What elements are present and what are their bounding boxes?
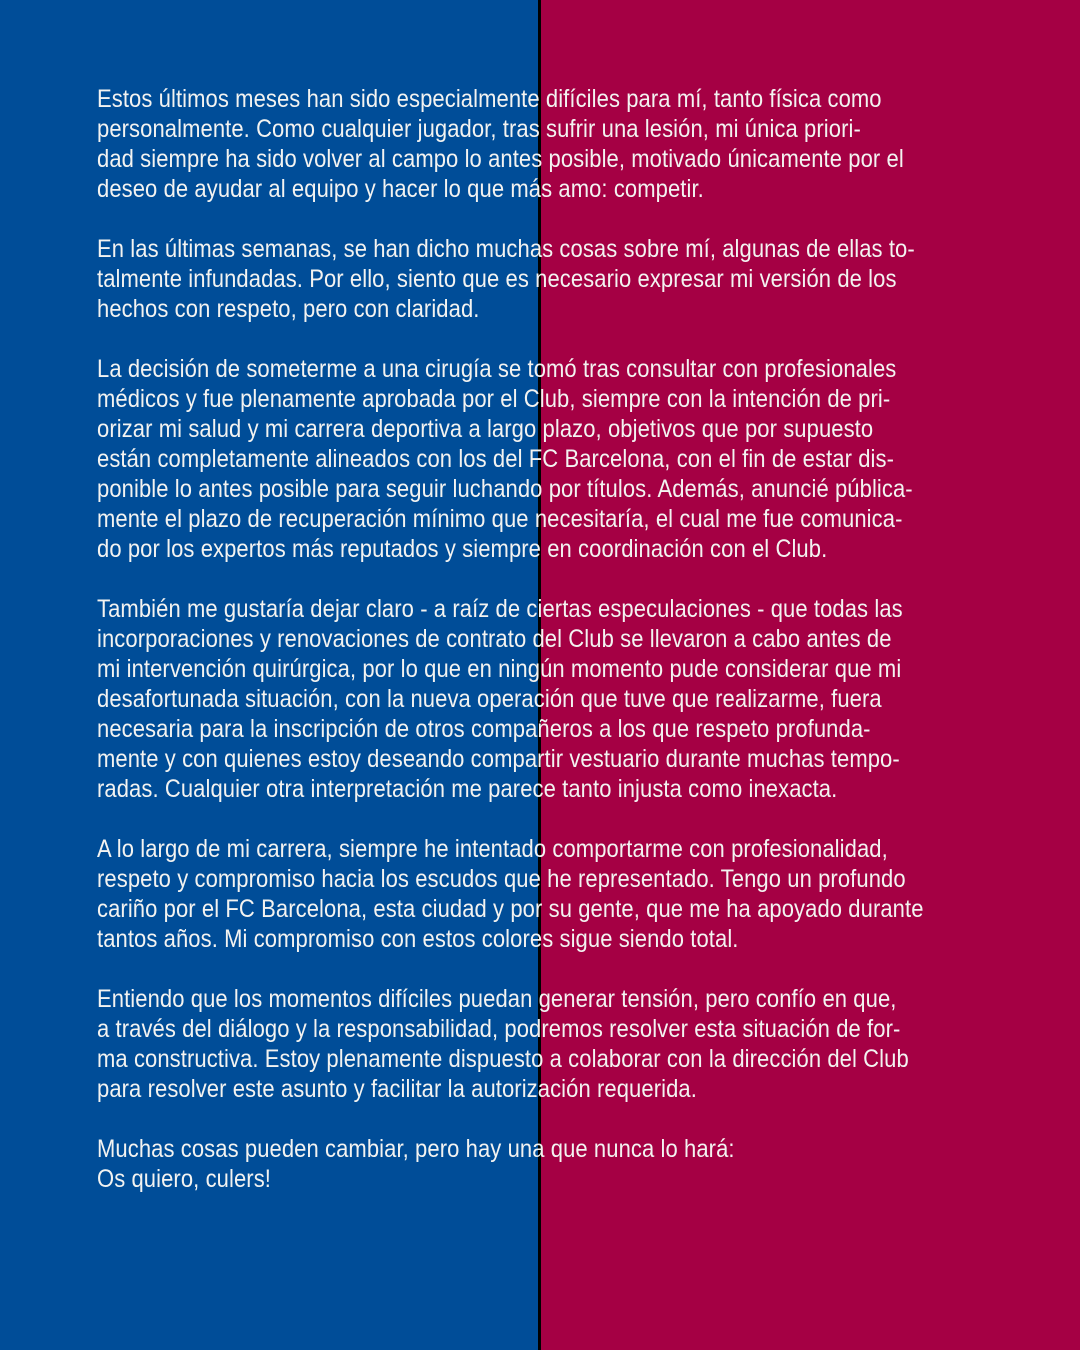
statement-line: desafortunada situación, con la nueva operación que tuve que realizarme, fuera <box>97 685 882 713</box>
statement-line: A lo largo de mi carrera, siempre he intentado comportarme con profesionalidad, <box>97 835 888 863</box>
statement-line: necesaria para la inscripción de otros compañeros a los que respeto profunda- <box>97 715 871 743</box>
statement-paragraph-1 <box>97 84 1030 204</box>
statement-line: ma constructiva. Estoy plenamente dispuesto a colaborar con la dirección del Club <box>97 1045 909 1073</box>
statement-paragraph-3 <box>97 354 1030 564</box>
statement-line: respeto y compromiso hacia los escudos que he representado. Tengo un profundo <box>97 865 906 893</box>
statement-line: cariño por el FC Barcelona, esta ciudad y por su gente, que me ha apoyado durante <box>97 895 924 923</box>
statement-line: deseo de ayudar al equipo y hacer lo que más amo: competir. <box>97 175 704 203</box>
statement-paragraph-4 <box>97 594 1030 804</box>
statement-paragraph-5 <box>97 834 1030 954</box>
statement-line: mente y con quienes estoy deseando compartir vestuario durante muchas tempo- <box>97 745 900 773</box>
statement-line: a través del diálogo y la responsabilidad, podremos resolver esta situación de for- <box>97 1015 901 1043</box>
statement-line: mente el plazo de recuperación mínimo que necesitaría, el cual me fue comunica- <box>97 505 903 533</box>
statement-line: dad siempre ha sido volver al campo lo antes posible, motivado únicamente por el <box>97 145 904 173</box>
statement-paragraph-7 <box>97 1134 1030 1194</box>
statement-line: Estos últimos meses han sido especialmente difíciles para mí, tanto física como <box>97 85 882 113</box>
statement-line: ponible lo antes posible para seguir luchando por títulos. Además, anuncié pública- <box>97 475 913 503</box>
statement-paragraph-6 <box>97 984 1030 1104</box>
statement-line: tantos años. Mi compromiso con estos colores sigue siendo total. <box>97 925 739 953</box>
statement-line: mi intervención quirúrgica, por lo que en ningún momento pude considerar que mi <box>97 655 902 683</box>
statement-line: radas. Cualquier otra interpretación me parece tanto injusta como inexacta. <box>97 775 838 803</box>
statement-line: Muchas cosas pueden cambiar, pero hay una que nunca lo hará: <box>97 1135 735 1163</box>
statement-line: para resolver este asunto y facilitar la autorización requerida. <box>97 1075 697 1103</box>
statement-line: En las últimas semanas, se han dicho muchas cosas sobre mí, algunas de ellas to- <box>97 235 915 263</box>
statement-line: personalmente. Como cualquier jugador, tras sufrir una lesión, mi única priori- <box>97 115 861 143</box>
statement-line: incorporaciones y renovaciones de contrato del Club se llevaron a cabo antes de <box>97 625 892 653</box>
statement-line: médicos y fue plenamente aprobada por el Club, siempre con la intención de pri- <box>97 385 891 413</box>
statement-line: orizar mi salud y mi carrera deportiva a largo plazo, objetivos que por supuesto <box>97 415 874 443</box>
statement-line: La decisión de someterme a una cirugía se tomó tras consultar con profesionales <box>97 355 897 383</box>
statement-line: Os quiero, culers! <box>97 1165 271 1193</box>
statement-line: talmente infundadas. Por ello, siento que es necesario expresar mi versión de los <box>97 265 897 293</box>
statement-line: Entiendo que los momentos difíciles puedan generar tensión, pero confío en que, <box>97 985 897 1013</box>
statement-line: También me gustaría dejar claro - a raíz de ciertas especulaciones - que todas las <box>97 595 903 623</box>
statement-paragraph-2 <box>97 234 1030 324</box>
statement-line: hechos con respeto, pero con claridad. <box>97 295 480 323</box>
statement-text <box>97 84 1030 1224</box>
statement-line: do por los expertos más reputados y siempre en coordinación con el Club. <box>97 535 828 563</box>
statement-line: están completamente alineados con los del FC Barcelona, con el fin de estar dis- <box>97 445 895 473</box>
